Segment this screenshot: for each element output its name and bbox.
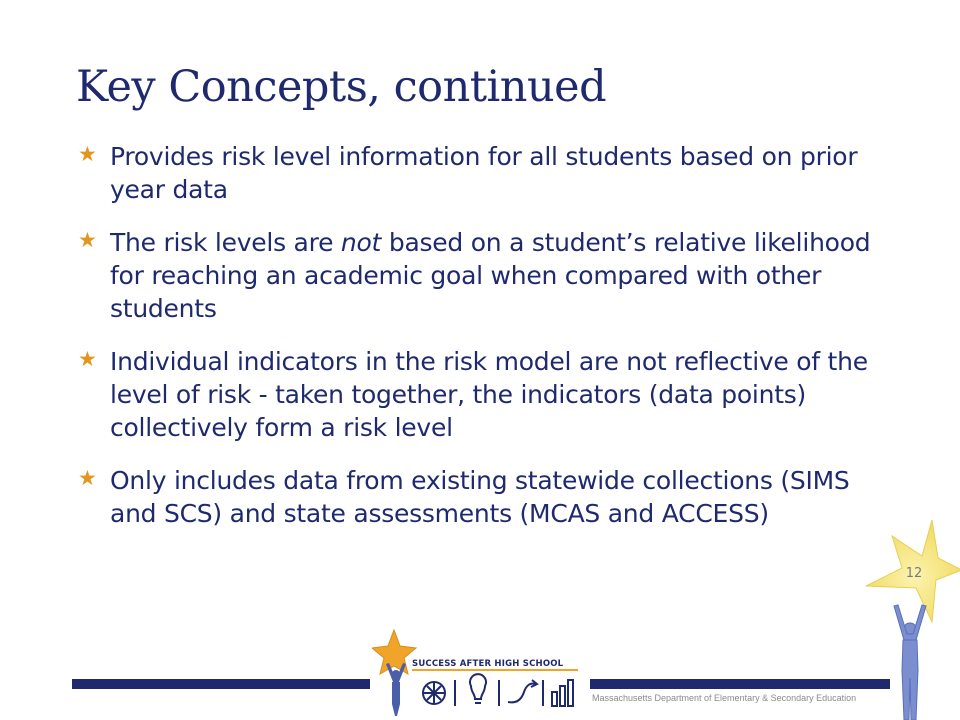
bullet-text: Only includes data from existing statewide collections (SIMS and SCS) and state assessments (MCAS and ACCESS) <box>110 466 850 528</box>
star-icon: ★ <box>78 347 97 371</box>
success-after-high-school-logo <box>372 626 590 720</box>
star-icon: ★ <box>78 228 97 252</box>
bullet-list <box>78 140 878 550</box>
bullet-text: Provides risk level information for all students based on prior year data <box>110 142 858 204</box>
person-figure-icon <box>880 600 940 720</box>
star-icon: ★ <box>78 142 97 166</box>
bullet-text-after: based on a student’s relative likelihood for reaching an academic goal when compared with other students <box>110 228 871 323</box>
bullet-text-emphasis: not <box>340 228 382 257</box>
star-icon: ★ <box>78 466 97 490</box>
bullet-text: Individual indicators in the risk model are not reflective of the level of risk - taken together, the indicators (data points) collectively form a risk level <box>110 347 868 442</box>
bullet-item-3 <box>78 345 878 444</box>
logo-text: SUCCESS AFTER HIGH SCHOOL <box>412 659 564 669</box>
bullet-item-1 <box>78 140 878 206</box>
slide-title: Key Concepts, continued <box>76 62 607 112</box>
footer-bar-right <box>590 679 890 689</box>
org-name: Massachusetts Department of Elementary & Secondary Education <box>592 693 857 703</box>
bullet-item-2 <box>78 226 878 325</box>
bullet-text <box>110 226 878 325</box>
bullet-item-4 <box>78 464 878 530</box>
footer-bar-left <box>72 679 370 689</box>
bullet-text-before: The risk levels are <box>110 228 341 257</box>
page-number: 12 <box>905 566 923 581</box>
